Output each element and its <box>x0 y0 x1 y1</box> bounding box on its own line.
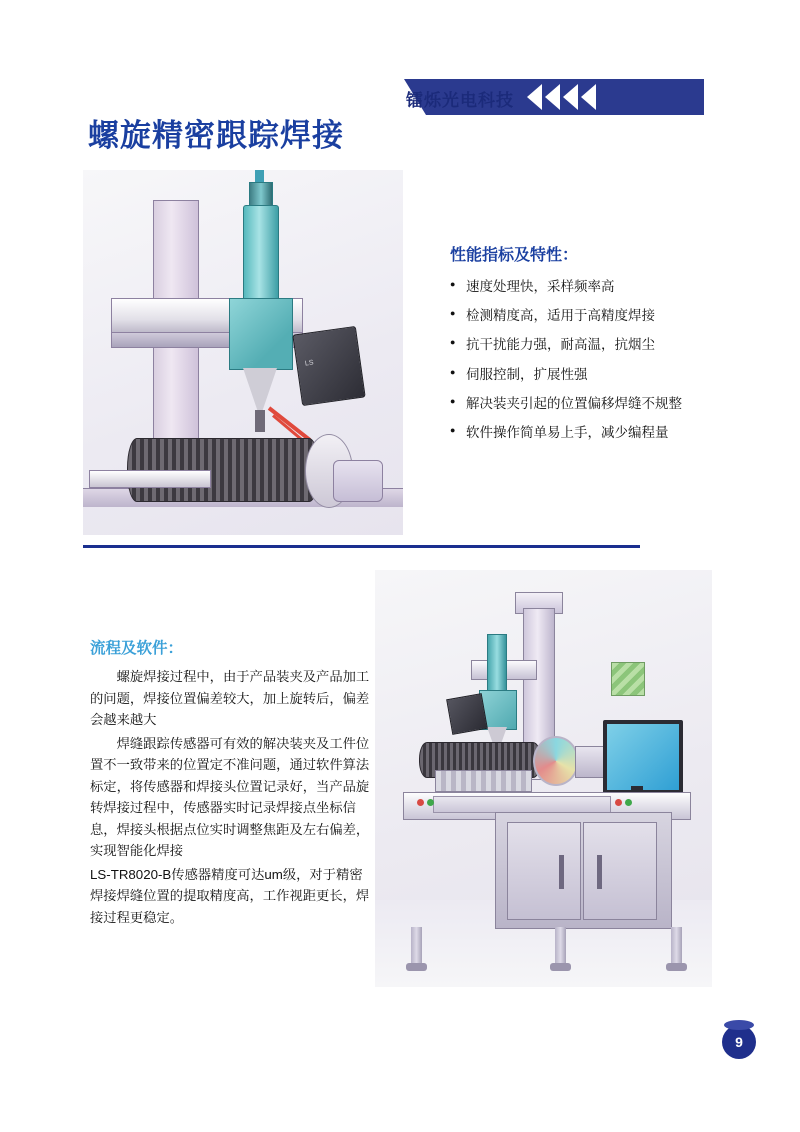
features-heading: 性能指标及特性： <box>450 247 579 264</box>
chevron-left-icon <box>527 84 542 110</box>
rotary-chuck <box>533 736 579 786</box>
cabinet-door-left <box>507 822 581 920</box>
list-item: ● 伺服控制，扩展性强 <box>450 367 682 383</box>
page-number-badge <box>722 1025 756 1059</box>
chevron-left-icon <box>563 84 578 110</box>
leveling-foot <box>406 963 427 971</box>
page-number: 9 <box>735 1034 743 1050</box>
leveling-foot <box>550 963 571 971</box>
process-paragraph: 焊缝跟踪传感器可有效的解决装夹及工件位置不一致带来的位置定不准问题，通过软件算法标定，将传感器和焊接头位置记录好，当产品旋转焊接过程中，传感器实时记录焊接点坐标信息，焊接头根据点位实时调整焦距及左右偏差，实现智能化焊接 <box>90 735 370 859</box>
process-block <box>90 636 375 930</box>
linear-rail <box>89 470 211 488</box>
tracking-sensor <box>446 693 488 735</box>
chevron-arrows-icon <box>527 84 596 110</box>
control-board <box>611 662 645 696</box>
chevron-left-icon <box>545 84 560 110</box>
list-item: ● 软件操作简单易上手，减少编程量 <box>450 425 682 441</box>
panel-button-red <box>615 799 622 806</box>
features-block <box>450 242 682 454</box>
page-title: 螺旋精密跟踪焊接 <box>88 118 344 153</box>
monitor-screen <box>603 720 683 794</box>
machine-leg <box>671 927 682 965</box>
brand-name: 镭烁光电科技 <box>406 91 514 110</box>
control-panel <box>433 796 611 813</box>
door-handle <box>597 855 602 889</box>
leveling-foot <box>666 963 687 971</box>
machine-leg <box>555 927 566 965</box>
welding-nozzle-tip <box>255 410 265 432</box>
welding-head <box>243 205 279 302</box>
rotary-fixture <box>333 460 383 502</box>
panel-button-green <box>427 799 434 806</box>
bottom-machine-illustration <box>375 570 712 987</box>
panel-button-green <box>625 799 632 806</box>
laser-beam <box>268 406 311 441</box>
keyboard-tray <box>435 770 532 792</box>
machine-leg <box>411 927 422 965</box>
top-product-illustration <box>83 170 403 535</box>
list-item: ● 解决装夹引起的位置偏移焊缝不规整 <box>450 396 682 412</box>
welding-head <box>487 634 507 696</box>
sensor-label: LS <box>304 359 315 368</box>
panel-button-red <box>417 799 424 806</box>
process-paragraph: 螺旋焊接过程中，由于产品装夹及产品加工的问题，焊接位置偏差较大，加上旋转后，偏差会越来越大 <box>90 669 370 728</box>
process-heading: 流程及软件： <box>90 640 184 657</box>
features-list <box>450 279 682 441</box>
welding-head-body <box>229 298 293 370</box>
cabinet-door-right <box>583 822 657 920</box>
door-handle <box>559 855 564 889</box>
list-item: ● 速度处理快，采样频率高 <box>450 279 682 295</box>
section-divider <box>83 545 640 548</box>
list-item: ● 抗干扰能力强，耐高温，抗烟尘 <box>450 337 682 353</box>
chevron-left-icon <box>581 84 596 110</box>
list-item: ● 检测精度高，适用于高精度焊接 <box>450 308 682 324</box>
tracking-sensor <box>292 326 365 406</box>
process-paragraph: LS-TR8020-B传感器精度可达um级，对于精密焊接焊缝位置的提取精度高，工作视距更长，焊接过程更稳定。 <box>90 866 370 925</box>
